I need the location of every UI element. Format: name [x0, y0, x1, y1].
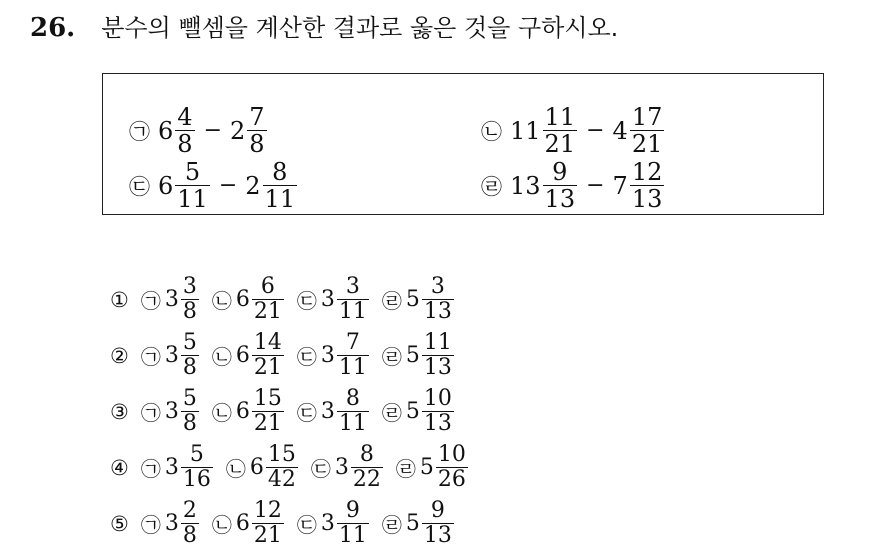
numerator: 3: [430, 274, 445, 299]
answer-d: [382, 275, 455, 324]
item-mark: ㉡: [225, 457, 246, 481]
denominator: 8: [182, 299, 197, 324]
denominator: 21: [253, 523, 282, 548]
whole-number: 3: [164, 511, 179, 536]
fraction: [630, 159, 665, 212]
denominator: 13: [423, 355, 452, 380]
answer-c: [297, 387, 370, 436]
numerator: 14: [253, 330, 282, 355]
numerator: 4: [177, 103, 193, 131]
fraction: [266, 443, 298, 492]
fraction: [422, 387, 454, 436]
whole-number: 3: [164, 287, 179, 312]
denominator: 42: [267, 467, 296, 492]
numerator: 15: [267, 442, 296, 467]
numerator: 5: [184, 158, 201, 186]
denominator: 13: [631, 185, 663, 213]
answer-option-5[interactable]: [110, 499, 467, 548]
numerator: 9: [345, 498, 360, 523]
fraction: [175, 104, 194, 157]
answer-d: [382, 387, 455, 436]
item-mark: ㉢: [129, 174, 150, 199]
fraction: [252, 387, 284, 436]
denominator: 22: [352, 467, 381, 492]
answer-a: [141, 275, 200, 324]
whole-number: 2: [230, 116, 246, 145]
fraction: [181, 275, 199, 324]
fraction: [181, 499, 199, 548]
answer-b: [212, 499, 285, 548]
fraction: [247, 104, 266, 157]
whole-number: 3: [320, 287, 335, 312]
whole-number: 3: [164, 455, 179, 480]
whole-number: 6: [158, 171, 174, 200]
item-mark: ㉣: [381, 289, 402, 313]
box-item-d: [481, 159, 665, 212]
option-number: ③: [110, 399, 129, 424]
answer-c: [311, 443, 384, 492]
fraction: [181, 387, 199, 436]
denominator: 11: [177, 185, 208, 213]
answer-b: [212, 275, 285, 324]
item-mark: ㉣: [481, 174, 502, 199]
denominator: 11: [338, 523, 367, 548]
answer-option-3[interactable]: [110, 387, 467, 436]
denominator: 8: [182, 523, 197, 548]
item-mark: ㉢: [296, 513, 317, 537]
fraction: [630, 104, 665, 157]
question-number: 26.: [30, 13, 76, 43]
numerator: 2: [182, 498, 197, 523]
item-mark: ㉠: [140, 401, 161, 425]
answer-b: [226, 443, 299, 492]
whole-number: 5: [405, 287, 420, 312]
whole-number: 5: [405, 399, 420, 424]
fraction: [337, 499, 369, 548]
denominator: 13: [423, 411, 452, 436]
denominator: 21: [544, 130, 576, 158]
whole-number: 2: [245, 171, 261, 200]
answer-a: [141, 331, 200, 380]
fraction: [351, 443, 383, 492]
numerator: 5: [182, 386, 197, 411]
item-mark: ㉣: [381, 401, 402, 425]
numerator: 8: [272, 158, 288, 186]
denominator: 8: [182, 355, 197, 380]
denominator: 21: [253, 299, 282, 324]
fraction: [543, 159, 578, 212]
numerator: 12: [253, 498, 282, 523]
answer-a: [141, 387, 200, 436]
whole-number: 6: [249, 455, 264, 480]
item-mark: ㉣: [381, 513, 402, 537]
whole-number: 3: [164, 399, 179, 424]
fraction: [337, 275, 369, 324]
whole-number: 6: [235, 511, 250, 536]
item-mark: ㉣: [381, 345, 402, 369]
whole-number: 4: [612, 116, 628, 145]
answer-option-2[interactable]: [110, 331, 467, 380]
numerator: 3: [182, 274, 197, 299]
item-mark: ㉢: [296, 289, 317, 313]
denominator: 11: [338, 299, 367, 324]
numerator: 7: [345, 330, 360, 355]
minus-sign: −: [586, 173, 605, 198]
item-mark: ㉢: [296, 345, 317, 369]
fraction: [543, 104, 578, 157]
whole-number: 3: [334, 455, 349, 480]
fraction: [422, 331, 454, 380]
whole-number: 6: [158, 116, 174, 145]
numerator: 17: [631, 103, 663, 131]
fraction: [337, 331, 369, 380]
numerator: 9: [430, 498, 445, 523]
answer-d: [396, 443, 469, 492]
numerator: 8: [359, 442, 374, 467]
fraction: [181, 443, 213, 492]
item-mark: ㉢: [310, 457, 331, 481]
fraction: [263, 159, 298, 212]
option-number: ④: [110, 455, 129, 480]
denominator: 11: [338, 411, 367, 436]
item-mark: ㉠: [140, 513, 161, 537]
option-number: ①: [110, 287, 129, 312]
whole-number: 3: [320, 399, 335, 424]
whole-number: 3: [320, 343, 335, 368]
item-mark: ㉡: [211, 401, 232, 425]
answer-option-4[interactable]: [110, 443, 481, 492]
fraction: [337, 387, 369, 436]
denominator: 11: [338, 355, 367, 380]
answer-c: [297, 499, 370, 548]
fraction: [252, 331, 284, 380]
numerator: 8: [345, 386, 360, 411]
denominator: 21: [253, 355, 282, 380]
whole-number: 3: [320, 511, 335, 536]
item-mark: ㉠: [129, 119, 150, 144]
numerator: 7: [249, 103, 265, 131]
subtraction-expression: [510, 104, 665, 157]
fraction: [181, 331, 199, 380]
whole-number: 6: [235, 343, 250, 368]
whole-number: 3: [164, 343, 179, 368]
problem-box: [102, 73, 824, 215]
whole-number: 5: [419, 455, 434, 480]
minus-sign: −: [586, 118, 605, 143]
fraction: [252, 275, 284, 324]
answer-c: [297, 331, 370, 380]
denominator: 11: [264, 185, 296, 213]
numerator: 10: [423, 386, 452, 411]
item-mark: ㉠: [140, 457, 161, 481]
answer-a: [141, 443, 214, 492]
numerator: 9: [552, 158, 568, 186]
numerator: 12: [631, 158, 663, 186]
box-item-c: [129, 159, 298, 212]
denominator: 21: [631, 130, 663, 158]
subtraction-expression: [510, 159, 665, 212]
answer-d: [382, 331, 455, 380]
denominator: 26: [437, 467, 466, 492]
box-item-b: [481, 104, 665, 157]
numerator: 15: [253, 386, 282, 411]
minus-sign: −: [218, 173, 238, 198]
item-mark: ㉣: [395, 457, 416, 481]
answer-b: [212, 331, 285, 380]
numerator: 10: [437, 442, 466, 467]
numerator: 11: [423, 330, 452, 355]
minus-sign: −: [203, 118, 222, 143]
subtraction-expression: [158, 159, 298, 212]
item-mark: ㉡: [211, 513, 232, 537]
denominator: 8: [177, 130, 193, 158]
question-heading: [30, 8, 618, 48]
numerator: 11: [544, 103, 576, 131]
denominator: 13: [423, 523, 452, 548]
numerator: 3: [345, 274, 360, 299]
item-mark: ㉡: [211, 345, 232, 369]
denominator: 13: [544, 185, 576, 213]
subtraction-expression: [158, 104, 268, 157]
item-mark: ㉡: [211, 289, 232, 313]
box-item-a: [129, 104, 268, 157]
fraction: [252, 499, 284, 548]
denominator: 8: [182, 411, 197, 436]
whole-number: 6: [235, 287, 250, 312]
item-mark: ㉢: [296, 401, 317, 425]
numerator: 6: [260, 274, 275, 299]
item-mark: ㉡: [481, 119, 502, 144]
denominator: 8: [249, 130, 265, 158]
option-number: ②: [110, 343, 129, 368]
item-mark: ㉠: [140, 289, 161, 313]
answer-a: [141, 499, 200, 548]
fraction: [175, 159, 210, 212]
denominator: 21: [253, 411, 282, 436]
answer-option-1[interactable]: [110, 275, 467, 324]
denominator: 16: [182, 467, 211, 492]
denominator: 13: [423, 299, 452, 324]
fraction: [422, 275, 454, 324]
whole-number: 6: [235, 399, 250, 424]
answer-b: [212, 387, 285, 436]
numerator: 5: [182, 330, 197, 355]
whole-number: 7: [612, 171, 628, 200]
numerator: 5: [189, 442, 204, 467]
fraction: [436, 443, 468, 492]
whole-number: 5: [405, 343, 420, 368]
answer-c: [297, 275, 370, 324]
whole-number: 13: [510, 171, 541, 200]
whole-number: 5: [405, 511, 420, 536]
fraction: [422, 499, 454, 548]
whole-number: 11: [510, 116, 541, 145]
item-mark: ㉠: [140, 345, 161, 369]
answer-d: [382, 499, 455, 548]
question-text: 분수의 뺄셈을 계산한 결과로 옳은 것을 구하시오.: [101, 14, 619, 42]
option-number: ⑤: [110, 511, 129, 536]
